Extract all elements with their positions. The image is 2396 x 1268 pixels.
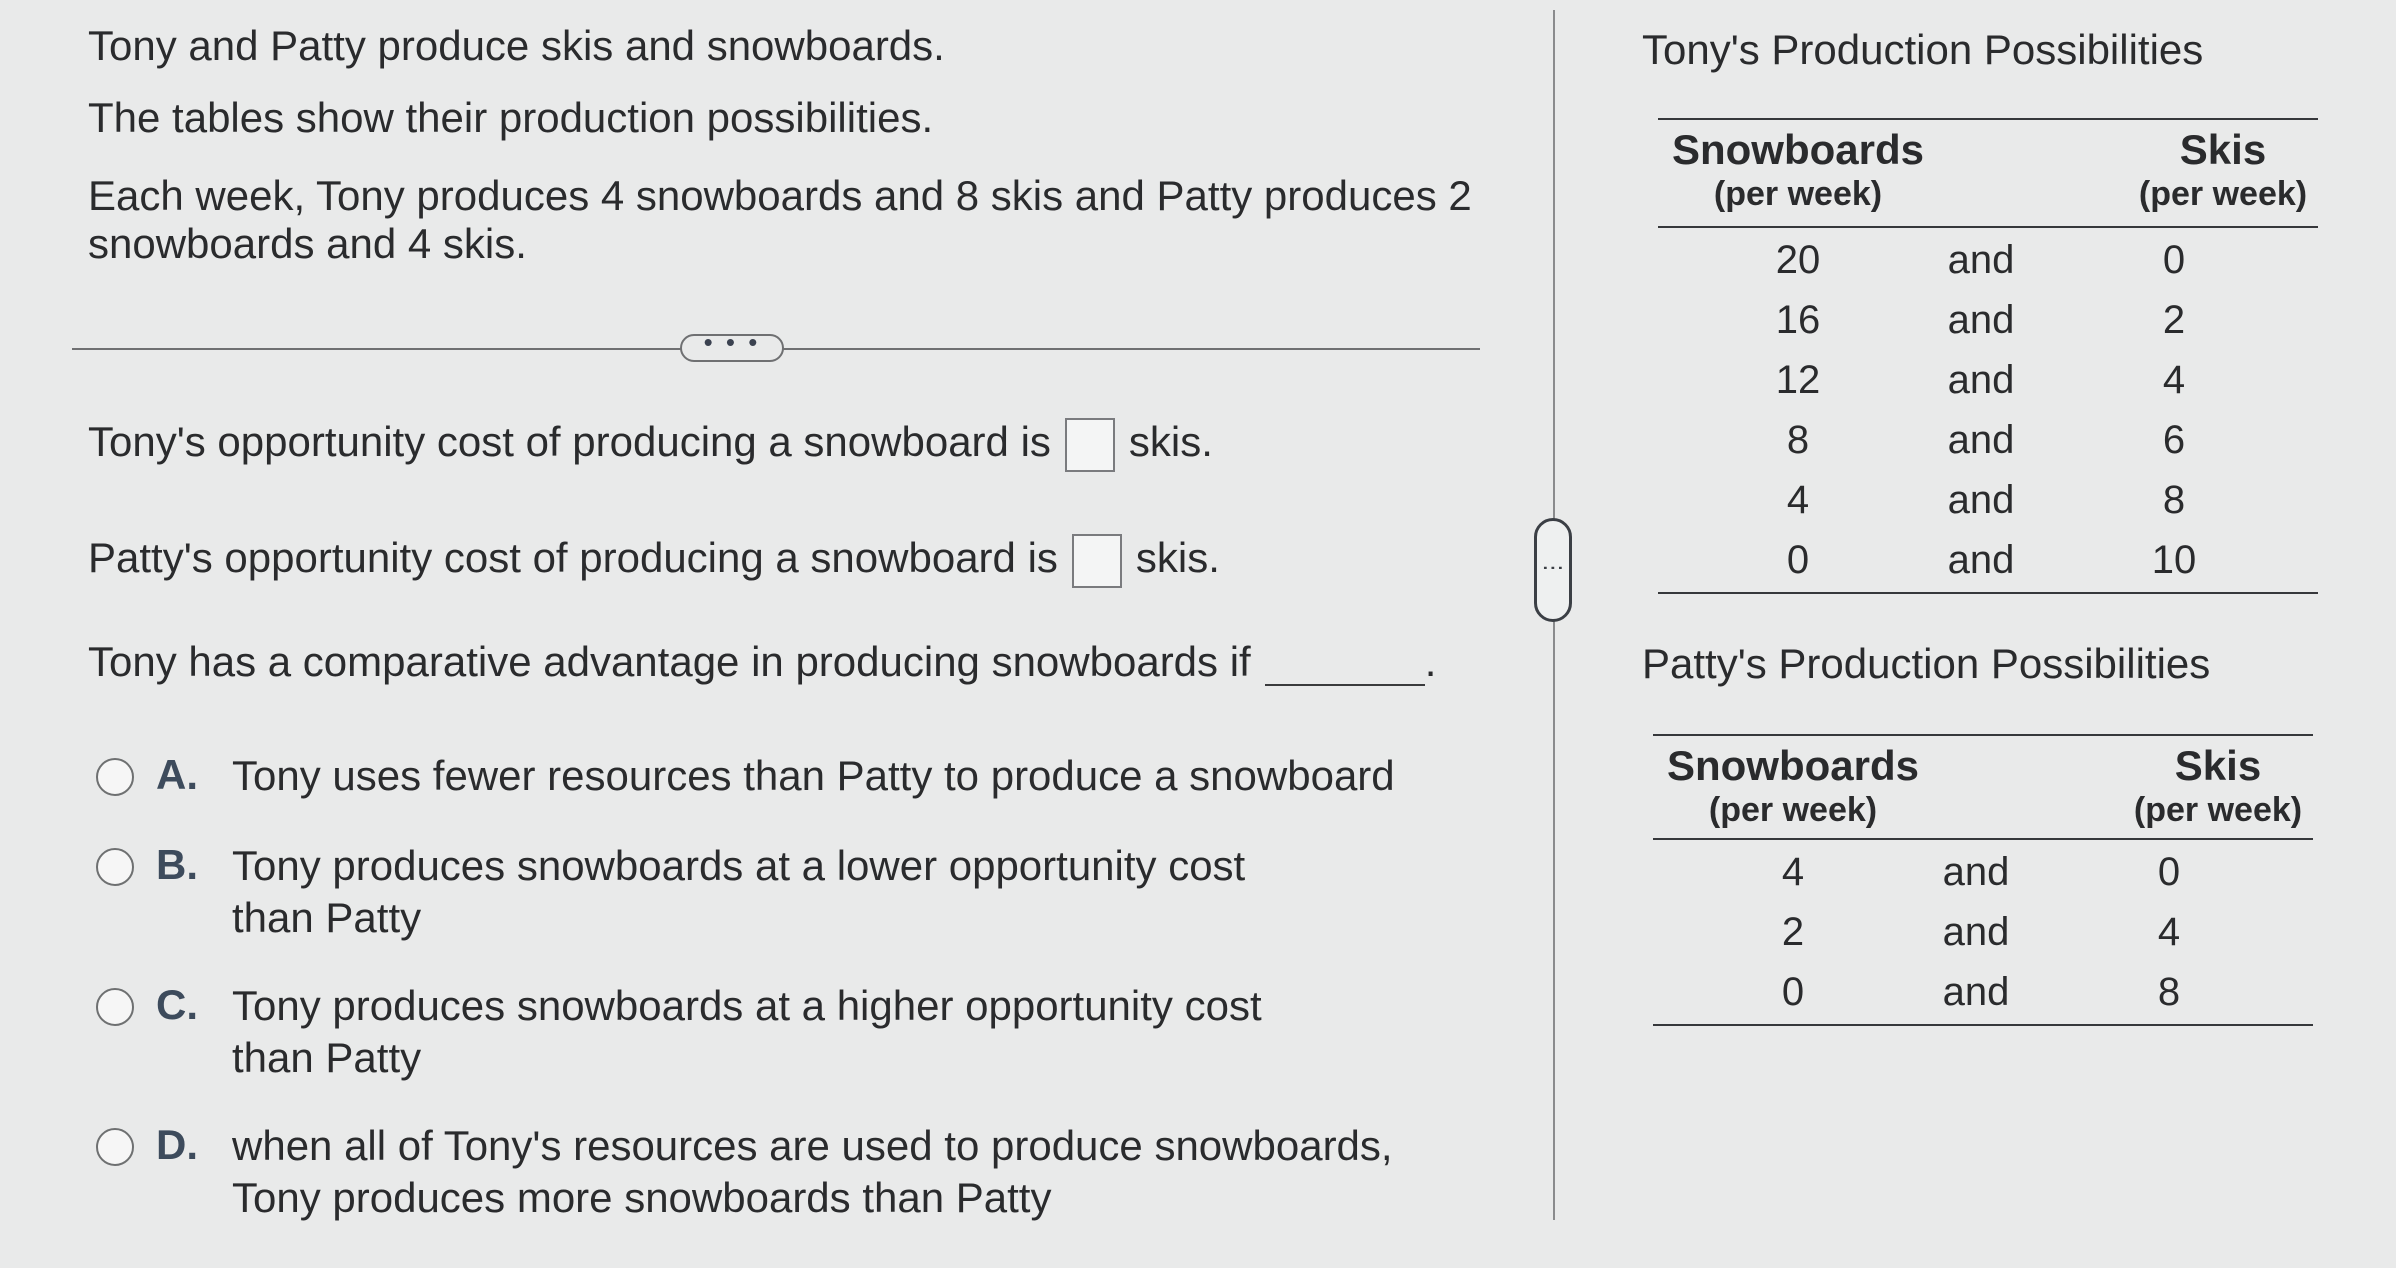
intro-line-1: Tony and Patty produce skis and snowboards. xyxy=(88,22,945,69)
answer-blank xyxy=(1265,644,1425,686)
patty-col-skis-unit: (per week) xyxy=(2133,791,2303,829)
option-b[interactable] xyxy=(96,840,1436,946)
tony-production-table xyxy=(1658,118,2318,598)
table-cell-and: and xyxy=(1947,538,2015,582)
table-cell-and: and xyxy=(1947,298,2015,342)
table-cell-skis: 0 xyxy=(2162,238,2186,282)
option-c-radio[interactable] xyxy=(96,988,134,1026)
table-cell-skis: 0 xyxy=(2157,850,2181,894)
option-b-letter: B. xyxy=(156,841,198,888)
table-bottom-rule xyxy=(1653,1024,2313,1026)
option-d[interactable] xyxy=(96,1120,1436,1226)
tony-col-snowboards-unit: (per week) xyxy=(1713,175,1883,213)
show-more-button[interactable] xyxy=(680,327,784,362)
question-tony-cost xyxy=(88,418,1213,472)
table-cell-and: and xyxy=(1942,910,2010,954)
table-cell-snowboards: 4 xyxy=(1786,478,1810,522)
table-cell-snowboards: 20 xyxy=(1775,238,1821,282)
tony-cost-answer-input[interactable] xyxy=(1065,418,1115,472)
table-cell-and: and xyxy=(1942,970,2010,1014)
table-cell-skis: 6 xyxy=(2162,418,2186,462)
question-patty-cost-text: Patty's opportunity cost of producing a snowboard is xyxy=(88,534,1058,582)
table-cell-snowboards: 12 xyxy=(1775,358,1821,402)
patty-production-table xyxy=(1653,734,2313,1034)
table-cell-and: and xyxy=(1942,850,2010,894)
table-cell-skis: 10 xyxy=(2151,538,2197,582)
question-comparative-advantage-text: Tony has a comparative advantage in producing snowboards if xyxy=(88,638,1251,685)
table-cell-snowboards: 8 xyxy=(1786,418,1810,462)
table-top-rule xyxy=(1653,734,2313,736)
table-cell-skis: 4 xyxy=(2162,358,2186,402)
question-end-mark: . xyxy=(1424,638,1437,685)
option-c[interactable] xyxy=(96,980,1436,1086)
table-cell-and: and xyxy=(1947,478,2015,522)
option-a-letter: A. xyxy=(156,751,198,798)
table-bottom-rule xyxy=(1658,592,2318,594)
option-c-text: Tony produces snowboards at a higher opportunity cost than Patty xyxy=(232,982,1262,1081)
option-a-text: Tony uses fewer resources than Patty to produce a snowboard xyxy=(232,752,1395,799)
question-tony-cost-text: Tony's opportunity cost of producing a snowboard is xyxy=(88,418,1051,466)
intro-line-2: The tables show their production possibilities. xyxy=(88,94,934,141)
tony-col-skis-unit: (per week) xyxy=(2138,175,2308,213)
table-header-rule xyxy=(1658,226,2318,228)
table-cell-and: and xyxy=(1947,418,2015,462)
panel-resize-handle[interactable] xyxy=(1534,518,1572,622)
option-a-radio[interactable] xyxy=(96,758,134,796)
data-panel xyxy=(1575,0,2396,1268)
question-comparative-advantage xyxy=(88,638,1436,686)
option-d-letter: D. xyxy=(156,1121,198,1168)
table-cell-snowboards: 0 xyxy=(1781,970,1805,1014)
tony-col-snowboards-header: Snowboards xyxy=(1671,126,1925,173)
option-d-text: when all of Tony's resources are used to produce snowboards, Tony produces more snowboards than Patty xyxy=(232,1122,1393,1221)
table-cell-and: and xyxy=(1947,238,2015,282)
patty-col-skis-header: Skis xyxy=(2174,742,2262,789)
patty-col-snowboards-unit: (per week) xyxy=(1708,791,1878,829)
option-d-radio[interactable] xyxy=(96,1128,134,1166)
table-cell-and: and xyxy=(1947,358,2015,402)
option-b-text: Tony produces snowboards at a lower opportunity cost than Patty xyxy=(232,842,1246,941)
question-patty-cost xyxy=(88,534,1220,588)
table-cell-skis: 2 xyxy=(2162,298,2186,342)
table-cell-skis: 8 xyxy=(2162,478,2186,522)
table-cell-snowboards: 2 xyxy=(1781,910,1805,954)
table-cell-skis: 8 xyxy=(2157,970,2181,1014)
ellipsis-icon: • • • xyxy=(703,327,761,357)
tony-col-skis-header: Skis xyxy=(2179,126,2267,173)
question-tony-cost-unit: skis. xyxy=(1128,418,1213,466)
table-cell-snowboards: 16 xyxy=(1775,298,1821,342)
intro-line-3: Each week, Tony produces 4 snowboards and 8 skis and Patty produces 2 snowboards and 4 skis. xyxy=(88,172,1472,267)
patty-cost-answer-input[interactable] xyxy=(1072,534,1122,588)
question-patty-cost-unit: skis. xyxy=(1135,534,1220,582)
table-top-rule xyxy=(1658,118,2318,120)
table-cell-skis: 4 xyxy=(2157,910,2181,954)
option-c-letter: C. xyxy=(156,981,198,1028)
option-a[interactable] xyxy=(96,750,1436,810)
table-cell-snowboards: 4 xyxy=(1781,850,1805,894)
table-cell-snowboards: 0 xyxy=(1786,538,1810,582)
table-header-rule xyxy=(1653,838,2313,840)
patty-col-snowboards-header: Snowboards xyxy=(1666,742,1920,789)
drag-handle-icon: ⋮ xyxy=(1541,557,1566,583)
option-b-radio[interactable] xyxy=(96,848,134,886)
tony-table-title: Tony's Production Possibilities xyxy=(1642,26,2204,73)
patty-table-title: Patty's Production Possibilities xyxy=(1642,640,2211,687)
